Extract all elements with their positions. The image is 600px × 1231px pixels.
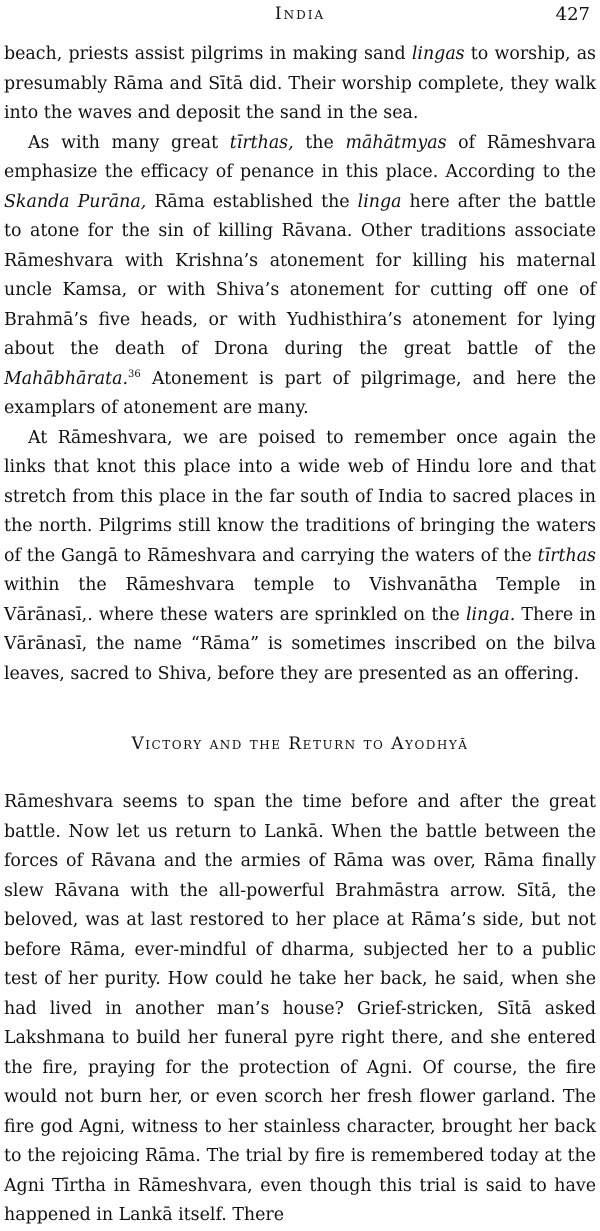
text-run: There in Vārānasī, the name “Rāma” is sometimes inscribed on the bilva leaves, sacred to Shiva, before they are presented as an offering.	[4, 604, 596, 684]
text-run: of Rāmeshvara emphasize the efficacy of penance in this place. According to the	[4, 132, 596, 182]
running-title: India	[274, 4, 326, 24]
italic-term: tīrthas	[537, 545, 596, 566]
text-run: the	[293, 132, 346, 153]
text-run: At Rāmeshvara, we are poised to remember once again the links that knot this place into a wide web of Hindu lore and that stretch from this place in the far south of India to sacred places in the north. Pilgrims still know the traditions of bringing the waters of the Gangā to Rāmeshvara and carrying the waters of the	[4, 427, 596, 566]
italic-term: linga	[357, 191, 402, 212]
italic-term: tīrthas,	[229, 132, 294, 153]
italic-term: Skanda Purāna,	[4, 191, 147, 212]
text-run: beach, priests assist pilgrims in making sand	[4, 44, 412, 64]
running-head	[4, 4, 596, 34]
text-run: Rāma established the	[146, 191, 358, 212]
text-run: to worship, as presumably Rāma and Sītā did. Their worship complete, they walk into the waves and deposit the sand in the sea.	[4, 44, 596, 123]
paragraphs-before-heading	[4, 40, 596, 689]
text-run: As with many great	[28, 132, 230, 153]
paragraph	[4, 40, 596, 129]
paragraph	[4, 788, 596, 1231]
italic-term: māhātmyas	[345, 132, 447, 153]
body-text	[4, 40, 596, 1231]
italic-term: linga.	[465, 604, 516, 625]
italic-term: Mahābhārata.	[4, 368, 129, 389]
text-run: Rāmeshvara seems to span the time before and after the great battle. Now let us return to Lankā. When the battle between the forces of Rāvana and the armies of Rāma was over, Rāma finally slew Rāvana with the all-powerful Brahmāstra arrow. Sītā, the beloved, was at last restored to her place at Rāma’s side, but not before Rāma, ever-mindful of dharma, subjected her to a public test of her purity. How could he take her back, he said, when she had lived in another man’s house? Grief-stricken, Sītā asked Lakshmana to build her funeral pyre right there, and she entered the fire, praying for the protection of Agni. Of course, the fire would not burn her, or even scorch her fresh flower garland. The fire god Agni, witness to her stainless character, brought her back to the rejoicing Rāma. The trial by fire is remembered today at the Agni Tīrtha in Rāmeshvara, even though this trial is said to have happened in Lankā itself. There	[4, 792, 596, 1225]
page-number: 427	[555, 4, 590, 25]
paragraphs-after-heading	[4, 788, 596, 1231]
italic-term: lingas	[411, 44, 465, 64]
paragraph	[4, 129, 596, 424]
text-run: here after the battle to atone for the sin of killing Rāvana. Other traditions associate Rāmeshvara with Krishna’s atonement for killing his maternal uncle Kamsa, or with Shiva’s atonement for cutting off one of Brahmā’s five heads, or with Yudhisthira’s atonement for lying about the death of Drona during the great battle of the	[4, 191, 597, 359]
text-run: Atonement is part of pilgrimage, and here the examplars of atonement are many.	[4, 368, 596, 418]
text-run: within the Rāmeshvara temple to Vishvanātha Temple in Vārānasī,. where these waters are sprinkled on the	[4, 575, 596, 625]
section-heading: Victory and the Return to Ayodhyā	[131, 734, 469, 754]
paragraph	[4, 424, 596, 690]
footnote-marker: 36	[128, 368, 141, 380]
